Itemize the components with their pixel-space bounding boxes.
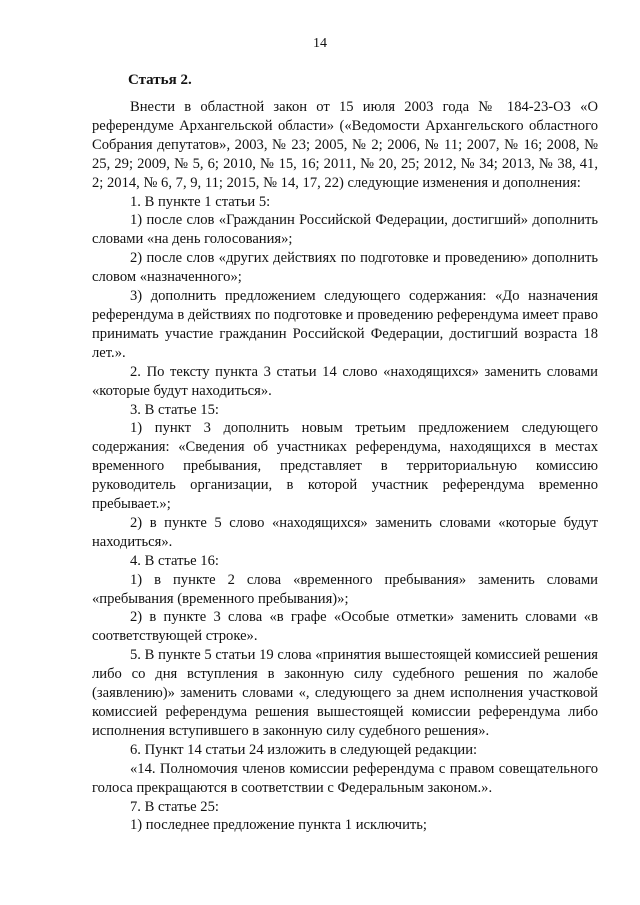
paragraph-item-3-2: 2) в пункте 5 слово «находящихся» заменить словами «которые будут находиться». bbox=[92, 514, 598, 550]
paragraph-item-2: 2. По тексту пункта 3 статьи 14 слово «находящихся» заменить словами «которые будут находиться». bbox=[92, 363, 598, 399]
paragraph-item-1-1: 1) после слов «Гражданин Российской Федерации, достигший» дополнить словами «на день голосования»; bbox=[92, 212, 598, 248]
paragraph-item-3-1: 1) пункт 3 дополнить новым третьим предложением следующего содержания: «Сведения об участниках референдума, находящихся в местах временного пребывания, представляет в территориальную комиссию руководитель организации, в которой участник референдума временно пребывает.»; bbox=[92, 420, 598, 513]
paragraph-item-1-3: 3) дополнить предложением следующего содержания: «До назначения референдума в действиях по подготовке и проведению референдума имеет право принимать участие гражданин Российской Федерации, достигший возраста 18 лет.». bbox=[92, 288, 598, 361]
page-number: 14 bbox=[313, 36, 327, 51]
paragraph-item-4-1: 1) в пункте 2 слова «временного пребывания» заменить словами «пребывания (временного пребывания)»; bbox=[92, 571, 598, 607]
paragraph-item-1-2: 2) после слов «других действиях по подготовке и проведению» дополнить словом «назначенного»; bbox=[92, 250, 598, 286]
article-title: Статья 2. bbox=[128, 72, 192, 88]
paragraph-item-3: 3. В статье 15: bbox=[130, 401, 219, 418]
paragraph-item-6-text: «14. Полномочия членов комиссии референдума с правом совещательного голоса прекращаются в соответствии с Федеральным законом.». bbox=[92, 760, 598, 796]
paragraph-item-1: 1. В пункте 1 статьи 5: bbox=[130, 193, 271, 210]
paragraph-item-4: 4. В статье 16: bbox=[130, 552, 219, 569]
paragraph-item-4-2: 2) в пункте 3 слова «в графе «Особые отметки» заменить словами «в соответствующей строке». bbox=[92, 609, 598, 645]
paragraph-item-5: 5. В пункте 5 статьи 19 слова «принятия вышестоящей комиссией решения либо со дня вступления в законную силу судебного решения по жалобе (заявлению)» заменить словами «, следующего за днем исполнения участковой комиссией референдума решения вышестоящей комиссии референдума либо исполнения вступившего в законную силу судебного решения». bbox=[92, 647, 598, 739]
paragraph-intro: Внести в областной закон от 15 июля 2003 года № 184-23-ОЗ «О референдуме Архангельской области» («Ведомости Архангельского областного Собрания депутатов», 2003, № 23; 2005, № 2; 2006, № 11; 2007, № 16; 2008, № 25, 29; 2009, № 5, 6; 2010, № 15, 16; 2011, № 20, 25; 2012, № 34; 2013, № 38, 41, 2; 2014, № 6, 7, 9, 11; 2015, № 14, 17, 22) следующие изменения и дополнения: bbox=[92, 99, 598, 191]
paragraph-item-7-1: 1) последнее предложение пункта 1 исключить; bbox=[130, 817, 427, 834]
paragraph-item-6: 6. Пункт 14 статьи 24 изложить в следующей редакции: bbox=[130, 741, 478, 758]
paragraph-item-7: 7. В статье 25: bbox=[130, 798, 219, 815]
document-body bbox=[92, 98, 598, 835]
